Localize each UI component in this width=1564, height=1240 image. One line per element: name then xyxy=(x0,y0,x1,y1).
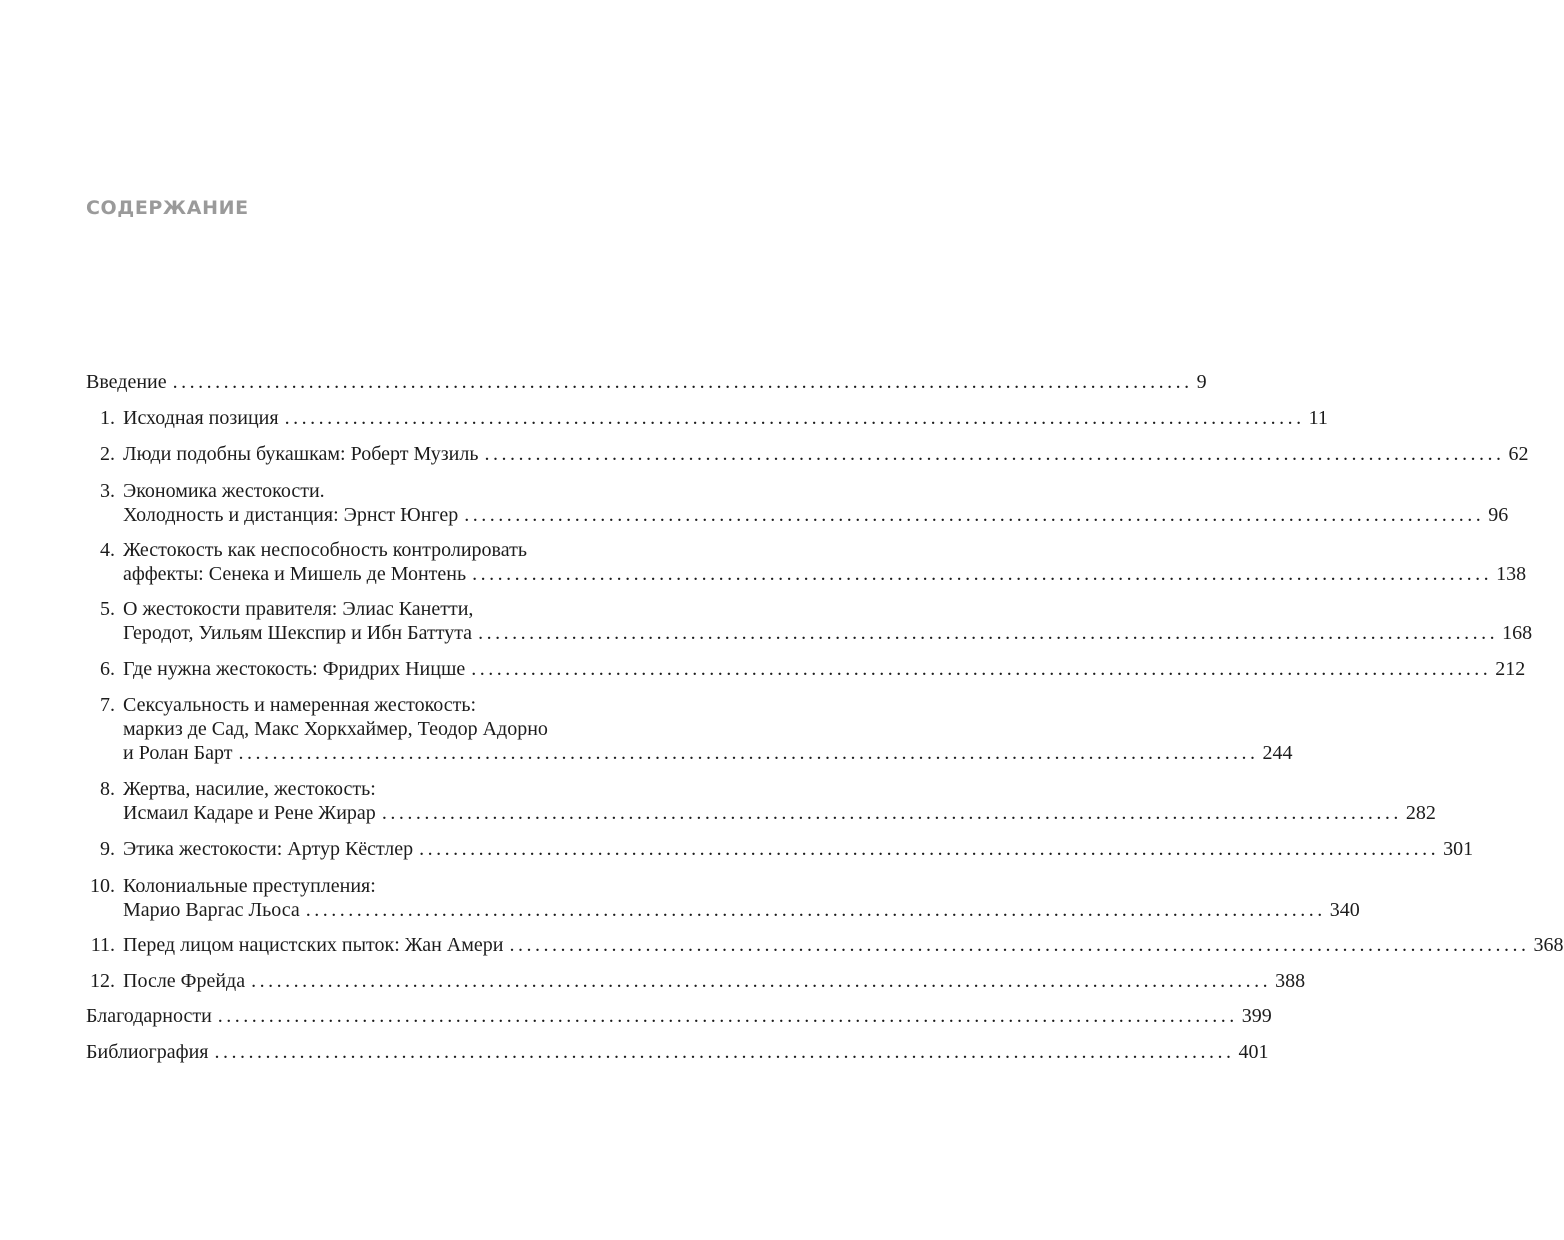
dot-leader: ........................................................................................................................ xyxy=(472,563,1493,585)
page-number: 212 xyxy=(1495,658,1526,680)
page-number: 9 xyxy=(1196,371,1207,393)
dot-leader: ........................................................................................................................ xyxy=(464,504,1485,526)
entry-number: 11. xyxy=(90,934,115,956)
entry-title-line: Благодарности xyxy=(86,1005,212,1027)
entry-title-line: Сексуальность и намеренная жестокость: xyxy=(123,694,477,716)
entry-title-line: Где нужна жестокость: Фридрих Ницше xyxy=(123,658,466,680)
entry-number: 12. xyxy=(90,970,115,992)
entry-number: 9. xyxy=(100,838,115,860)
page-number: 11 xyxy=(1308,407,1328,429)
toc-entry[interactable] xyxy=(86,442,1529,466)
entry-title-line: Марио Варгас Льоса xyxy=(123,899,300,921)
dot-leader: ........................................................................................................................ xyxy=(217,1005,1238,1027)
page-number: 388 xyxy=(1275,970,1306,992)
entry-title-line: О жестокости правителя: Элиас Канетти, xyxy=(123,598,474,620)
dot-leader: ........................................................................................................................ xyxy=(509,934,1530,956)
entry-title-line: и Ролан Барт xyxy=(123,742,233,764)
page-number: 340 xyxy=(1329,899,1360,921)
entry-title-line: Введение xyxy=(86,371,167,393)
dot-leader: ........................................................................................................................ xyxy=(478,622,1499,644)
toc-entry[interactable] xyxy=(86,1040,1269,1064)
dot-leader: ........................................................................................................................ xyxy=(251,970,1272,992)
entry-title-line: Жертва, насилие, жестокость: xyxy=(123,778,376,800)
page-number: 244 xyxy=(1262,742,1293,764)
toc-entry[interactable] xyxy=(86,406,1328,430)
toc-entry[interactable] xyxy=(86,777,1436,825)
page-number: 96 xyxy=(1488,504,1509,526)
page-number: 62 xyxy=(1508,443,1529,465)
entry-title-line: Исходная позиция xyxy=(123,407,279,429)
entry-title-line: Перед лицом нацистских пыток: Жан Амери xyxy=(123,934,504,956)
page-number: 168 xyxy=(1502,622,1533,644)
dot-leader: ........................................................................................................................ xyxy=(471,658,1492,680)
toc-entry[interactable] xyxy=(86,1004,1272,1028)
entry-title-line: Исмаил Кадаре и Рене Жирар xyxy=(123,802,376,824)
entry-title-line: Люди подобны букашкам: Роберт Музиль xyxy=(123,443,479,465)
toc-entry[interactable] xyxy=(86,874,1360,922)
toc-entry[interactable] xyxy=(86,969,1306,993)
toc-entry[interactable] xyxy=(86,657,1526,681)
entry-number: 8. xyxy=(100,778,115,800)
toc-entry[interactable] xyxy=(86,933,1564,957)
toc-entry[interactable] xyxy=(86,693,1293,765)
page-number: 368 xyxy=(1533,934,1564,956)
page-number: 399 xyxy=(1241,1005,1272,1027)
entry-number: 5. xyxy=(100,598,115,620)
entry-title-line: маркиз де Сад, Макс Хоркхаймер, Теодор Адорно xyxy=(123,718,548,740)
entry-number: 10. xyxy=(90,875,115,897)
entry-number: 4. xyxy=(100,539,115,561)
toc-entry[interactable] xyxy=(86,538,1527,586)
dot-leader: ........................................................................................................................ xyxy=(305,899,1326,921)
page-number: 282 xyxy=(1405,802,1436,824)
entry-title-line: Экономика жестокости. xyxy=(123,480,325,502)
entry-number: 7. xyxy=(100,694,115,716)
entry-number: 2. xyxy=(100,443,115,465)
toc-entry[interactable] xyxy=(86,837,1474,861)
entry-title-line: После Фрейда xyxy=(123,970,246,992)
entry-title-line: Колониальные преступления: xyxy=(123,875,376,897)
dot-leader: ........................................................................................................................ xyxy=(484,443,1505,465)
dot-leader: ........................................................................................................................ xyxy=(381,802,1402,824)
dot-leader: ........................................................................................................................ xyxy=(284,407,1305,429)
toc-entry[interactable] xyxy=(86,370,1207,394)
entry-title-line: Библиография xyxy=(86,1041,209,1063)
dot-leader: ........................................................................................................................ xyxy=(172,371,1193,393)
toc-entry[interactable] xyxy=(86,479,1509,527)
page-number: 138 xyxy=(1496,563,1527,585)
contents-heading: СОДЕРЖАНИЕ xyxy=(86,197,249,219)
entry-title-line: Этика жестокости: Артур Кёстлер xyxy=(123,838,414,860)
page-number: 301 xyxy=(1443,838,1474,860)
entry-title-line: аффекты: Сенека и Мишель де Монтень xyxy=(123,563,467,585)
toc-entry[interactable] xyxy=(86,597,1533,645)
dot-leader: ........................................................................................................................ xyxy=(214,1041,1235,1063)
entry-title-line: Геродот, Уильям Шекспир и Ибн Баттута xyxy=(123,622,473,644)
page-number: 401 xyxy=(1238,1041,1269,1063)
dot-leader: ........................................................................................................................ xyxy=(419,838,1440,860)
entry-number: 3. xyxy=(100,480,115,502)
entry-title-line: Жестокость как неспособность контролировать xyxy=(123,539,527,561)
entry-title-line: Холодность и дистанция: Эрнст Юнгер xyxy=(123,504,459,526)
entry-number: 1. xyxy=(100,407,115,429)
dot-leader: ........................................................................................................................ xyxy=(238,742,1259,764)
entry-number: 6. xyxy=(100,658,115,680)
